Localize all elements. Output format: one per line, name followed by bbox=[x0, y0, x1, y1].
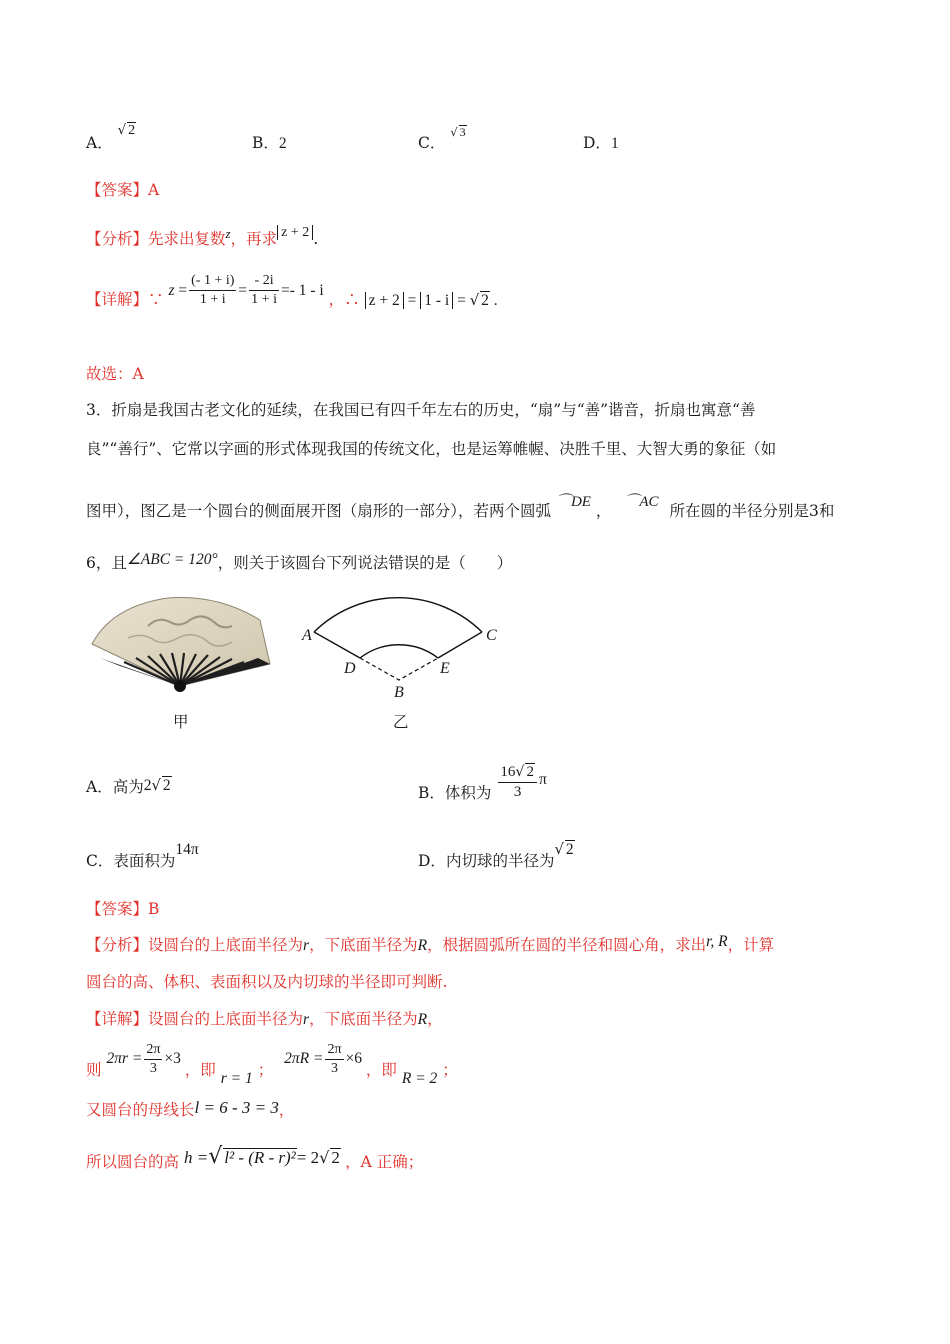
q3-analysis: 【分析】设圆台的上底面半径为r，下底面半径为R，根据圆弧所在圆的半径和圆心角，求出r, R，计算 bbox=[86, 933, 775, 954]
figure-label-jia: 甲 bbox=[173, 713, 189, 731]
q3-option-d: D．内切球的半径为√ 2 bbox=[418, 841, 574, 870]
q3-option-a: A．高为2√ 2 bbox=[86, 777, 171, 796]
q2-analysis: 【分析】先求出复数$^z$，再求 z + 2 . bbox=[86, 225, 319, 248]
q2-option-a: A． √ 2 bbox=[86, 123, 136, 152]
q2-option-d: D．1 bbox=[583, 134, 619, 152]
point-d: D bbox=[344, 660, 356, 677]
point-a: A bbox=[302, 627, 312, 644]
q3-analysis-line-2: 圆台的高、体积、表面积以及内切球的半径即可判断. bbox=[86, 973, 448, 991]
q3-option-c: C．表面积为14π bbox=[86, 841, 199, 870]
point-e: E bbox=[440, 660, 450, 677]
q3-line-1: 3．折扇是我国古老文化的延续，在我国已有四千年左右的历史，“扇”与“善”谐音，折扇也寓意“善 bbox=[86, 401, 756, 419]
q3-height-line: 所以圆台的高 h =√ l² - (R - r)²= 2√ 2 ，A 正确； bbox=[86, 1144, 424, 1171]
q2-option-c: C． $^{√ 3}$ bbox=[418, 125, 466, 152]
q2-detail: 【详解】∵ z = $\frac{(- 1 + i)}{1 + i}$ = $\frac{- 2i}{1 + i}$ =- 1 - i ，∴ z + 2 = 1 - i = √ 2 . bbox=[86, 273, 498, 309]
q2-answer: 【答案】A bbox=[86, 181, 160, 199]
q3-slant-line: 又圆台的母线长l = 6 - 3 = 3， bbox=[86, 1098, 295, 1119]
q3-line-3: 图甲），图乙是一个圆台的侧面展开图（扇形的一部分），若两个圆弧 ⌒DE ， ⌒AC 所在圆的半径分别是3和 bbox=[86, 494, 835, 520]
figure-label-yi: 乙 bbox=[393, 713, 409, 731]
q3-calc-line: 则 2πr = $\frac{2\pi}{3}$ ×3 ，即 r = 1 ； 2πR = $\frac{2\pi}{3}$ ×6 ，即 R = 2 ； bbox=[86, 1042, 458, 1088]
folding-fan-image bbox=[88, 592, 274, 694]
q3-option-b: B．体积为 $\frac{16√ 2}{3}$ π bbox=[418, 764, 547, 802]
q3-detail: 【详解】设圆台的上底面半径为r，下底面半径为R， bbox=[86, 1010, 443, 1028]
q3-line-2: 良”“善行”、它常以字画的形式体现我国的传统文化，也是运筹帷幄、决胜千里、大智大勇的象征（如 bbox=[86, 440, 777, 458]
point-b: B bbox=[394, 684, 404, 701]
q2-option-b: B．2 bbox=[252, 134, 287, 152]
point-c: C bbox=[486, 627, 497, 644]
q3-line-4: 6，且∠ABC = 120°，则关于该圆台下列说法错误的是（ ） bbox=[86, 551, 513, 572]
q3-answer: 【答案】B bbox=[86, 900, 160, 918]
q2-conclusion: 故选：A bbox=[86, 365, 144, 383]
